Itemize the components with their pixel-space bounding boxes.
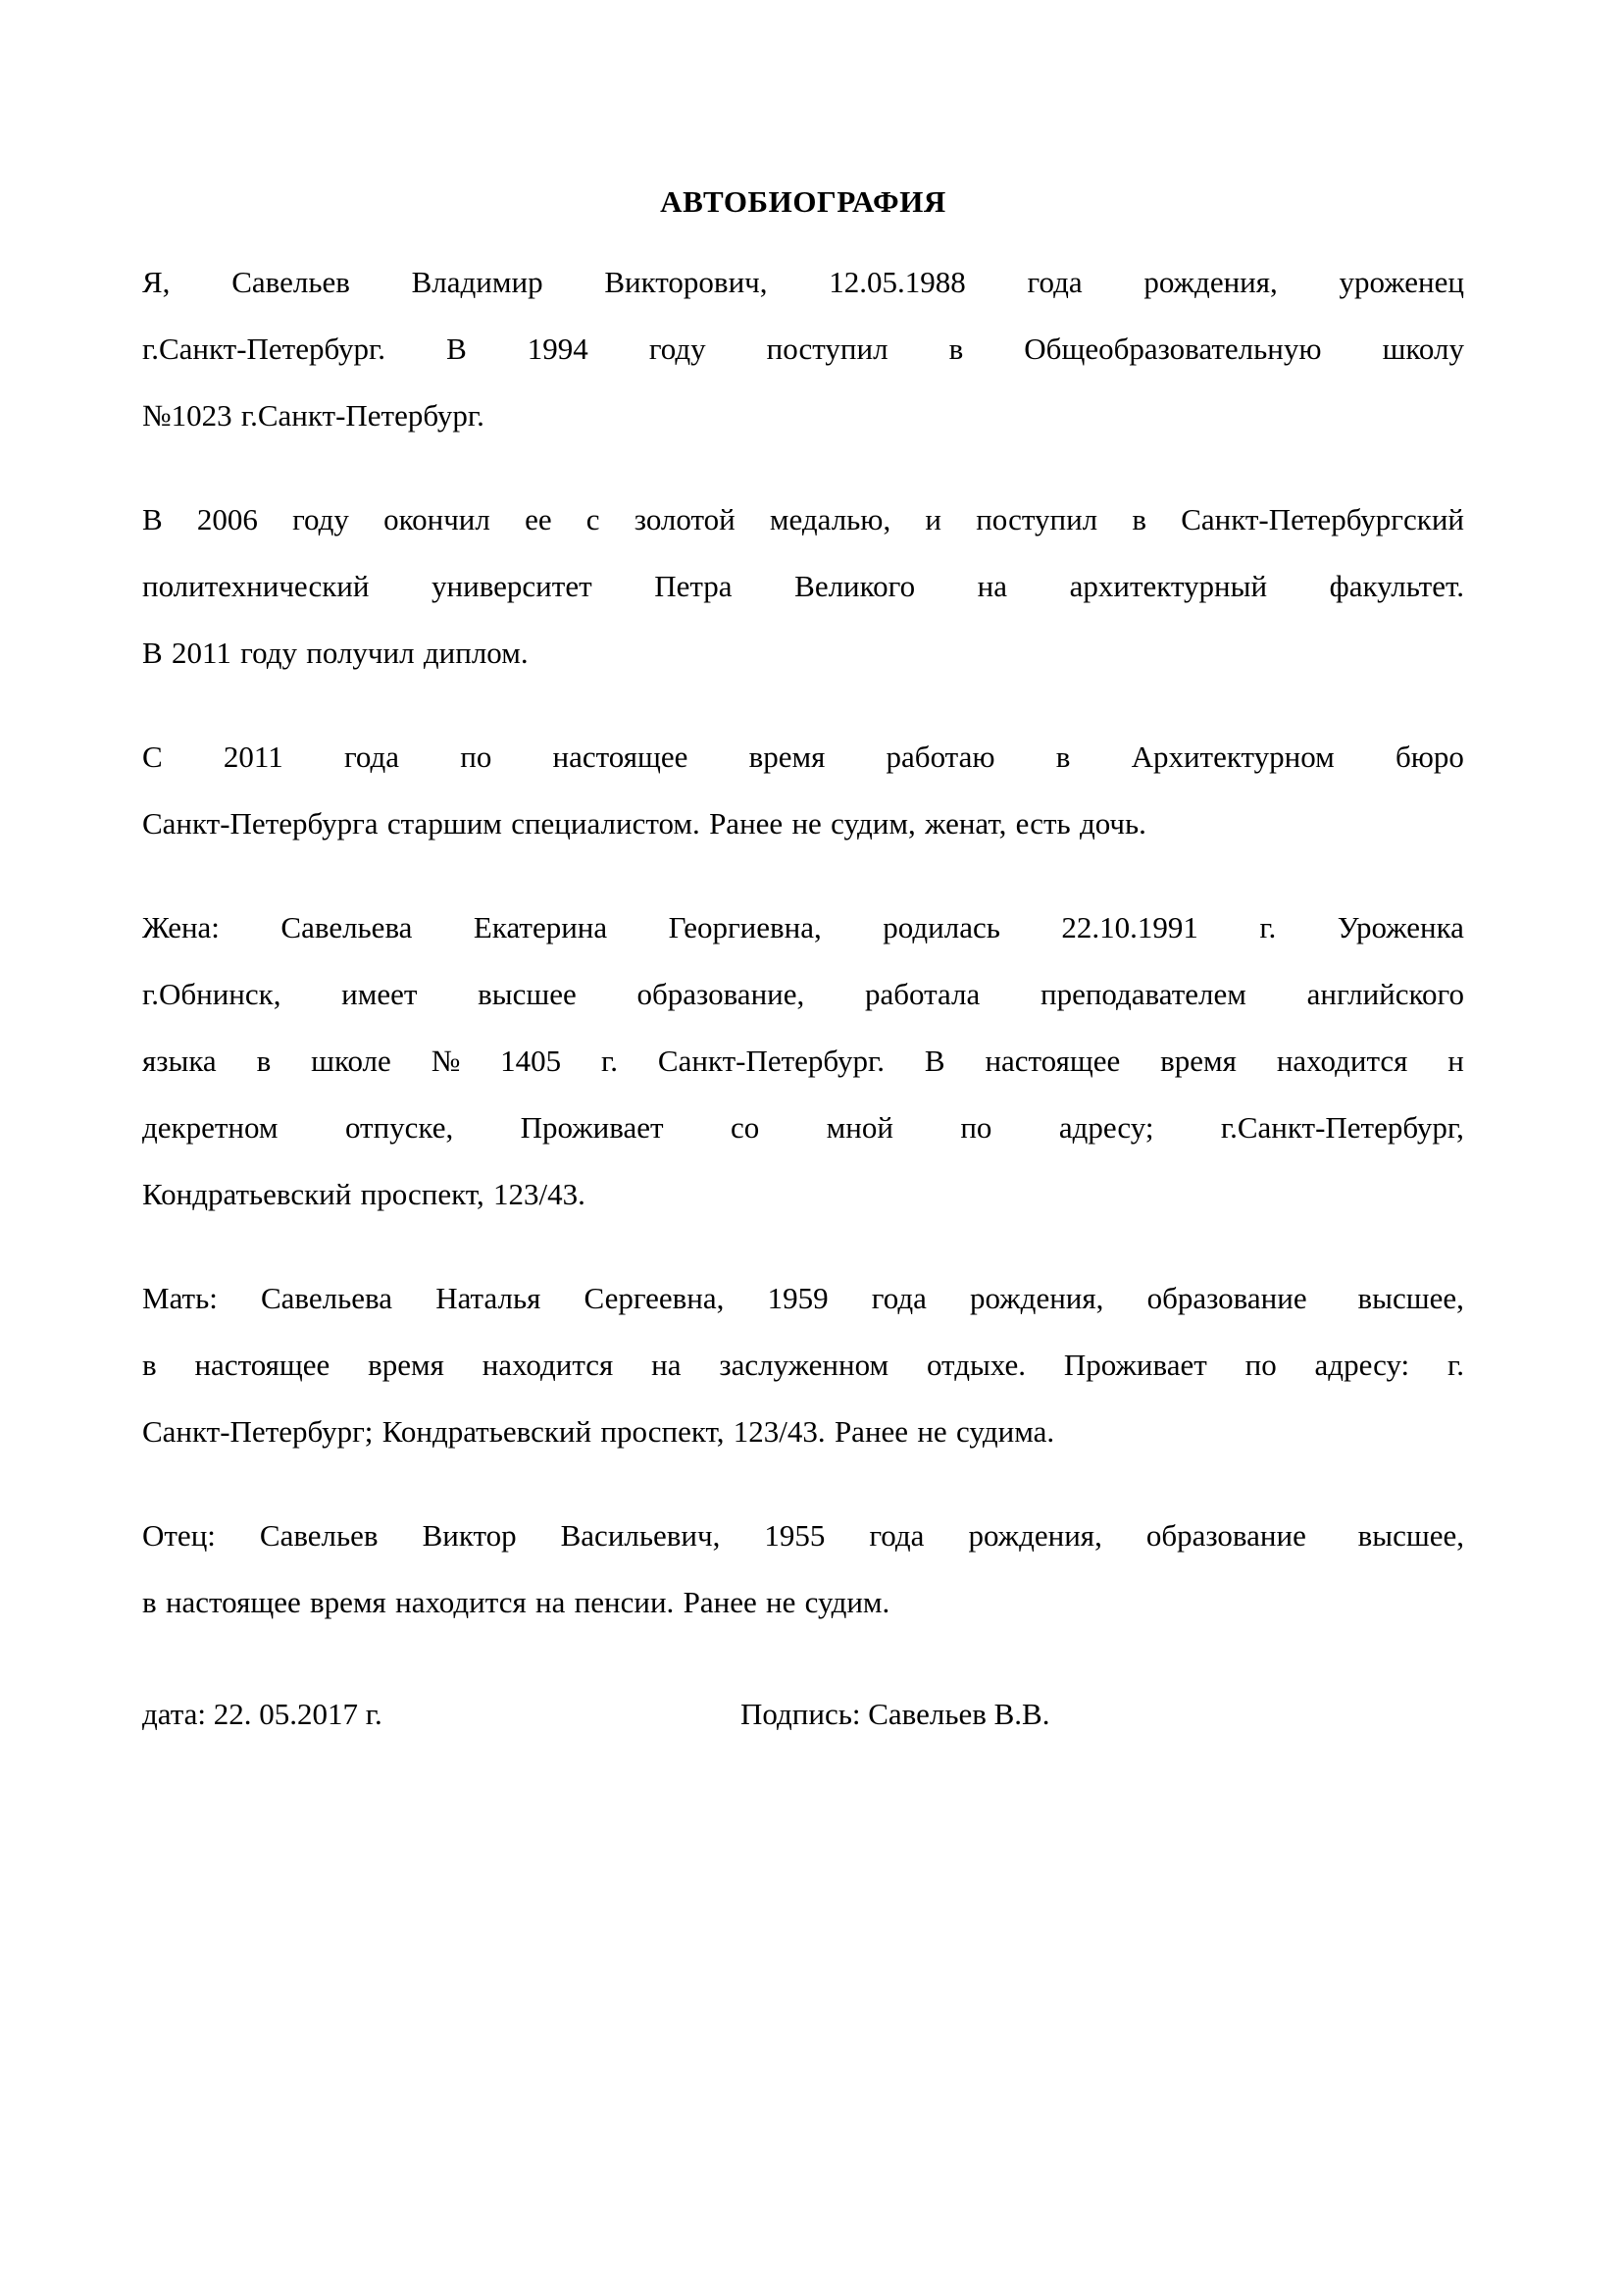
word: рождения,	[1143, 265, 1278, 299]
word: Наталья	[435, 1281, 541, 1315]
text-line	[142, 553, 1464, 620]
word: Я,	[142, 265, 171, 299]
word: отдыхе.	[926, 1348, 1027, 1382]
word: декретном	[142, 1110, 279, 1145]
text-line	[142, 1028, 1464, 1095]
word: проспект,	[600, 1414, 725, 1449]
word: родилась	[883, 910, 1000, 944]
word: рождения,	[968, 1518, 1102, 1553]
text-line	[142, 1503, 1464, 1569]
word: Санкт-Петербург.	[657, 1044, 885, 1078]
word: 1994	[527, 331, 588, 366]
word: Викторович,	[604, 265, 768, 299]
word: заслуженном	[719, 1348, 889, 1382]
word: на	[651, 1348, 682, 1382]
word: Отец:	[142, 1518, 216, 1553]
word: Виктор	[422, 1518, 517, 1553]
word: языка	[142, 1044, 217, 1078]
word: время	[1160, 1044, 1237, 1078]
paragraph-wife	[142, 894, 1464, 1228]
text-line	[142, 620, 1464, 687]
word: школе	[311, 1044, 391, 1078]
paragraph-work	[142, 724, 1464, 857]
word: настоящее	[552, 739, 688, 774]
word: диплом.	[423, 636, 529, 670]
word: настоящее	[194, 1348, 330, 1382]
word: бюро	[1395, 739, 1464, 774]
word: судима.	[956, 1414, 1055, 1449]
word: Савельев	[231, 265, 350, 299]
paragraph-intro	[142, 249, 1464, 449]
word: г.Обнинск,	[142, 977, 281, 1011]
word: адресу:	[1314, 1348, 1410, 1382]
word: 1959	[767, 1281, 829, 1315]
word: В	[446, 331, 467, 366]
word: время	[748, 739, 826, 774]
word: Васильевич,	[560, 1518, 721, 1553]
document-paragraphs	[142, 249, 1464, 1636]
word: 123/43.	[733, 1414, 826, 1449]
text-line	[142, 1265, 1464, 1332]
word: находится	[395, 1585, 527, 1619]
document-date: дата: 22. 05.2017 г.	[142, 1697, 382, 1731]
word: в	[142, 1585, 157, 1619]
word: Общеобразовательную	[1024, 331, 1322, 366]
paragraph-education	[142, 486, 1464, 687]
word: женат,	[925, 806, 1007, 841]
word: В	[142, 636, 163, 670]
word: окончил	[383, 502, 490, 536]
word: с	[585, 502, 600, 536]
word: со	[730, 1110, 760, 1145]
word: года	[343, 739, 400, 774]
text-line	[142, 1399, 1464, 1465]
word: по	[960, 1110, 992, 1145]
word: не	[791, 806, 822, 841]
word: Владимир	[411, 265, 543, 299]
word: и	[925, 502, 942, 536]
signature-row	[142, 1681, 1464, 1748]
word: г.Санкт-Петербург.	[240, 398, 484, 433]
word: рождения,	[970, 1281, 1104, 1315]
word: в	[142, 1348, 157, 1382]
word: образование	[1145, 1518, 1306, 1553]
word: работаю	[886, 739, 995, 774]
word: Ранее	[683, 1585, 757, 1619]
text-line	[142, 894, 1464, 961]
word: н	[1447, 1044, 1464, 1078]
word: г.Санкт-Петербург,	[1220, 1110, 1464, 1145]
document-body	[142, 182, 1464, 1748]
word: находится	[1276, 1044, 1408, 1078]
word: мной	[826, 1110, 893, 1145]
word: 1955	[764, 1518, 826, 1553]
word: не	[766, 1585, 796, 1619]
word: университет	[431, 569, 592, 603]
text-line	[142, 1332, 1464, 1399]
word: Савельева	[261, 1281, 393, 1315]
word: отпуске,	[344, 1110, 454, 1145]
word: 1405	[500, 1044, 562, 1078]
word: г.	[1259, 910, 1277, 944]
word: уроженец	[1339, 265, 1464, 299]
word: высшее	[478, 977, 577, 1011]
text-line	[142, 1161, 1464, 1228]
word: С	[142, 739, 163, 774]
word: преподавателем	[1040, 977, 1246, 1011]
word: специалистом.	[511, 806, 700, 841]
word: Санкт-Петербург;	[142, 1414, 374, 1449]
word: время	[310, 1585, 386, 1619]
word: 12.05.1988	[829, 265, 966, 299]
document-signature: Подпись: Савельев В.В.	[740, 1697, 1050, 1731]
word: политехнический	[142, 569, 370, 603]
word: пенсии.	[574, 1585, 675, 1619]
word: в	[948, 331, 964, 366]
word: судим,	[831, 806, 916, 841]
word: имеет	[341, 977, 418, 1011]
word: г.	[601, 1044, 619, 1078]
word: адресу;	[1058, 1110, 1154, 1145]
word: высшее,	[1349, 1281, 1464, 1315]
word: высшее,	[1349, 1518, 1464, 1553]
word: 22.10.1991	[1061, 910, 1198, 944]
word: золотой	[634, 502, 736, 536]
word: дочь.	[1079, 806, 1146, 841]
word: Великого	[794, 569, 916, 603]
word: году	[292, 502, 349, 536]
word: г.Санкт-Петербург.	[142, 331, 386, 366]
text-line	[142, 790, 1464, 857]
word: настоящее	[985, 1044, 1121, 1078]
word: проспект,	[360, 1177, 484, 1211]
word: Уроженка	[1337, 910, 1464, 944]
word: году	[648, 331, 706, 366]
word: 2011	[223, 739, 283, 774]
word: Кондратьевский	[142, 1177, 352, 1211]
paragraph-mother	[142, 1265, 1464, 1465]
word: в	[1132, 502, 1146, 536]
word: Проживает	[1063, 1348, 1207, 1382]
word: медалью,	[769, 502, 891, 536]
word: года	[1027, 265, 1083, 299]
word: Савельева	[280, 910, 413, 944]
word: поступил	[976, 502, 1098, 536]
word: Петра	[654, 569, 733, 603]
word: г.	[1447, 1348, 1464, 1382]
word: не	[917, 1414, 947, 1449]
word: судим.	[804, 1585, 890, 1619]
word: получил	[306, 636, 415, 670]
word: на	[977, 569, 1008, 603]
word: Архитектурном	[1131, 739, 1335, 774]
paragraph-father	[142, 1503, 1464, 1636]
word: образование,	[636, 977, 805, 1011]
word: Екатерина	[473, 910, 608, 944]
word: есть	[1015, 806, 1071, 841]
word: Сергеевна,	[584, 1281, 725, 1315]
word: по	[1244, 1348, 1277, 1382]
word: ее	[525, 502, 552, 536]
text-line	[142, 316, 1464, 382]
text-line	[142, 961, 1464, 1028]
word: Георгиевна,	[668, 910, 822, 944]
word: на	[535, 1585, 566, 1619]
word: в	[1055, 739, 1071, 774]
text-line	[142, 486, 1464, 553]
word: настоящее	[165, 1585, 301, 1619]
word: находится	[482, 1348, 614, 1382]
word: факультет.	[1329, 569, 1464, 603]
word: английского	[1306, 977, 1464, 1011]
word: старшим	[386, 806, 502, 841]
word: Санкт-Петербурга	[142, 806, 379, 841]
word: Санкт-Петербургский	[1181, 502, 1464, 536]
word: 123/43.	[493, 1177, 585, 1211]
word: Кондратьевский	[381, 1414, 592, 1449]
word: работала	[864, 977, 981, 1011]
word: по	[460, 739, 492, 774]
word: образование	[1146, 1281, 1307, 1315]
word: 2011	[171, 636, 231, 670]
text-line	[142, 382, 1464, 449]
word: время	[368, 1348, 444, 1382]
word: в	[256, 1044, 272, 1078]
word: №1023	[142, 398, 232, 433]
word: поступил	[766, 331, 888, 366]
word: Мать:	[142, 1281, 218, 1315]
text-line	[142, 724, 1464, 790]
word: Ранее	[834, 1414, 909, 1449]
word: года	[871, 1281, 927, 1315]
word: №	[431, 1044, 461, 1078]
word: года	[869, 1518, 925, 1553]
text-line	[142, 249, 1464, 316]
word: году	[240, 636, 297, 670]
page-title: АВТОБИОГРАФИЯ	[660, 184, 946, 219]
word: 2006	[196, 502, 258, 536]
text-line	[142, 1095, 1464, 1161]
word: Савельев	[259, 1518, 379, 1553]
word: Жена:	[142, 910, 220, 944]
word: В	[142, 502, 163, 536]
text-line	[142, 1569, 1464, 1636]
word: архитектурный	[1069, 569, 1268, 603]
word: школу	[1382, 331, 1464, 366]
word: Проживает	[520, 1110, 664, 1145]
word: В	[924, 1044, 945, 1078]
word: Ранее	[709, 806, 784, 841]
